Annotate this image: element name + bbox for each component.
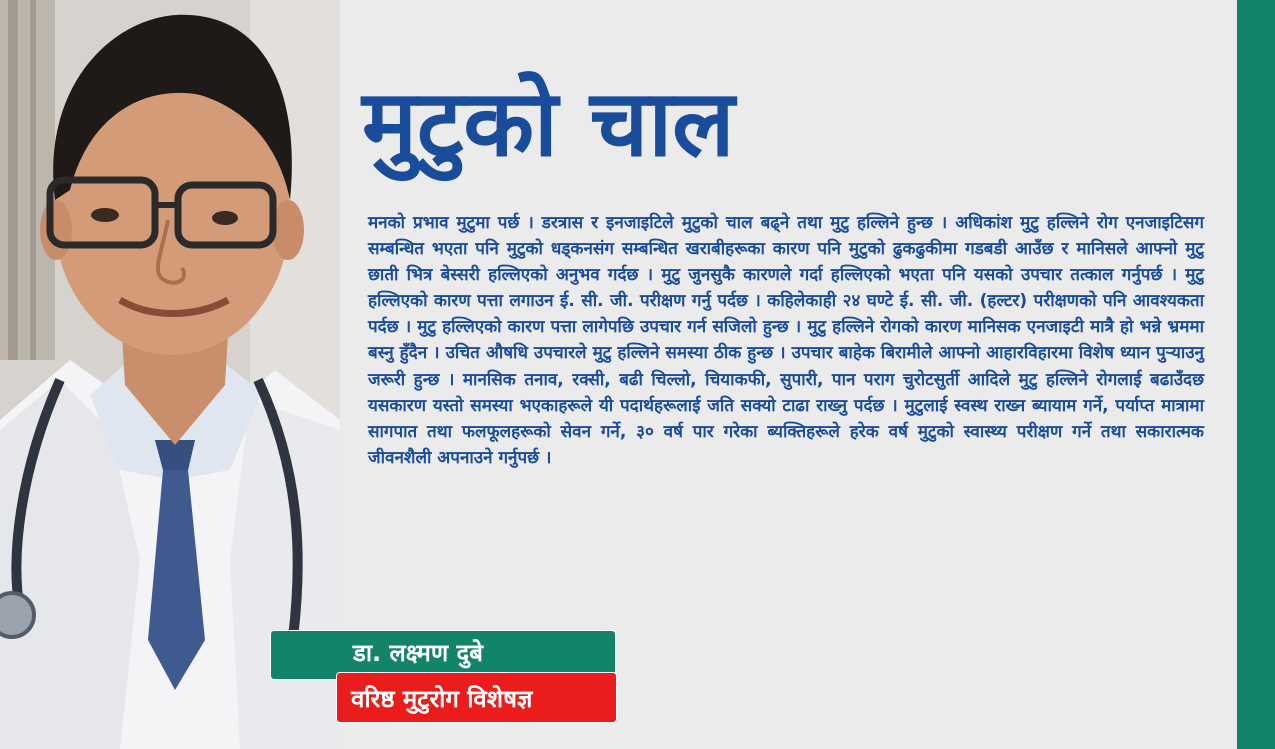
doctor-name: डा. लक्ष्मण दुबे bbox=[353, 639, 483, 667]
doctor-designation: वरिष्ठ मुटुरोग विशेषज्ञ bbox=[351, 685, 533, 713]
poster-body: मनको प्रभाव मुटुमा पर्छ । डरत्रास र इनजाइटिले मुटुको चाल बढ्ने तथा मुटु हल्लिने हुन्छ । अधिकांश मुटु हल्लिने रोग एनजाइटिसग सम्बन्धित भएता पनि मुटुको धड्कनसंग सम्बन्धित खराबीहरूका कारण पनि मुटुको ढुकढुकीमा गडबडी आउँछ र मानिसले आफ्नो मुटु छाती भित्र बेस्सरी हल्लिएको अनुभव गर्दछ । मुटु जुनसुकै कारणले गर्दा हल्लिएको भएता पनि यसको उपचार तत्काल गर्नुपर्छ । मुटु हल्लिएको कारण पत्ता लगाउन ई. सी. जी. परीक्षण गर्नु पर्दछ । कहिलेकाही २४ घण्टे ई. सी. जी. (हल्टर) परीक्षणको पनि आवश्यकता पर्दछ । मुटु हल्लिएको कारण पत्ता लागेपछि उपचार गर्न सजिलो हुन्छ । मुटु हल्लिने रोगको कारण मानिसक एनजाइटी मात्रै हो भन्ने भ्रममा बस्नु हुँदैन । उचित औषधि उपचारले मुटु हल्लिने समस्या ठीक हुन्छ । उपचार बाहेक बिरामीले आफ्नो आहारविहारमा विशेष ध्यान पुर्‍याउनु जरूरी हुन्छ । मानसिक तनाव, रक्सी, बढी चिल्लो, चियाकफी, सुपारी, पान पराग चुरोटसुर्ती आदिले मुटु हल्लिने रोगलाई बढाउँदछ यसकारण यस्तो समस्या भएकाहरूले यी पदार्थहरूलाई जति सक्यो टाढा राख्नु पर्दछ । मुटुलाई स्वस्थ राख्न ब्यायाम गर्ने, पर्याप्त मात्रामा सागपात तथा फलफूलहरूको सेवन गर्ने, ३० वर्ष पार गरेका ब्यक्तिहरूले हरेक वर्ष मुटुको स्वास्थ्य परीक्षण गर्ने तथा सकारात्मक जीवनशैली अपनाउने गर्नुपर्छ । bbox=[368, 213, 1204, 468]
accent-stripe bbox=[1237, 0, 1275, 749]
designation-badge bbox=[336, 672, 617, 723]
poster-title: मुटुको चाल bbox=[362, 70, 735, 177]
